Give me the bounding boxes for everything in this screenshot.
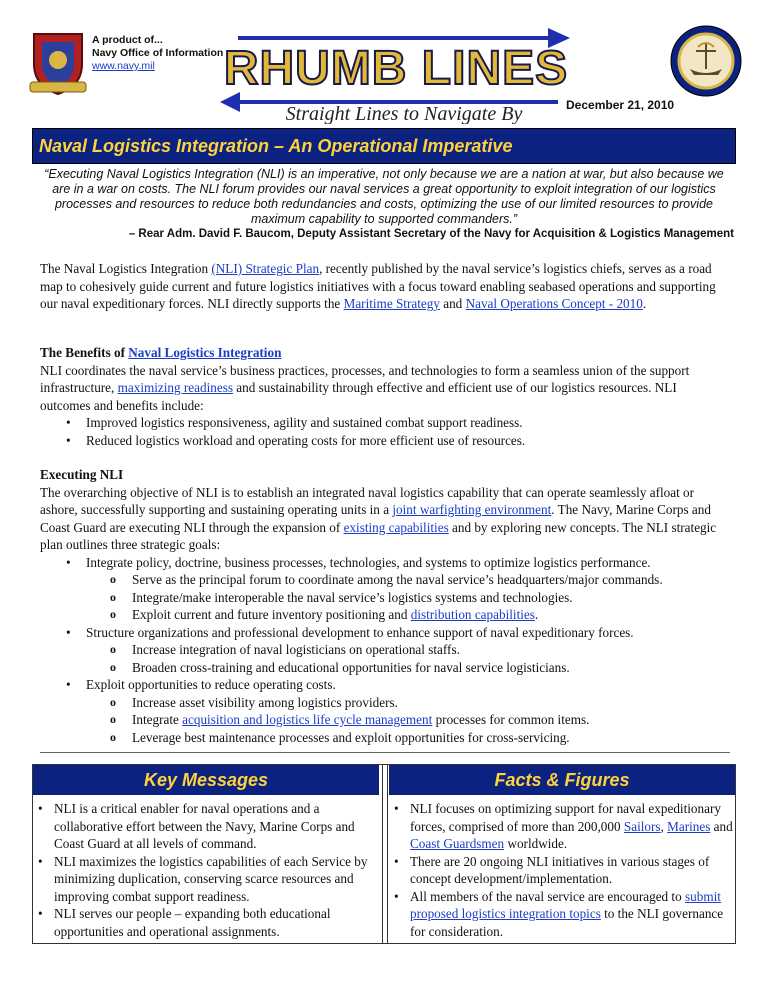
goal-3 [40, 676, 730, 694]
key-message-2 [38, 853, 378, 906]
sub-bullet: o [110, 572, 116, 586]
fact-1 [394, 800, 734, 853]
sub-bullet: o [110, 642, 116, 656]
key-messages-title: Key Messages [143, 770, 269, 790]
submit-topics-link[interactable]: submit proposed logistics integration topics [410, 888, 721, 921]
marines-link[interactable]: Marines [667, 818, 711, 834]
benefit-2-text: Reduced logistics workload and operating costs for more efficient use of resources. [86, 432, 526, 448]
goal-2-sub-1 [40, 641, 730, 659]
benefits-text-1: NLI coordinates the naval service’s business practices, processes, and technologies to form a seamless union of the support infrastructure, [40, 362, 690, 395]
operations-concept-link[interactable]: Naval Operations Concept - 2010 [465, 296, 643, 311]
goal-1-sub-3-text: Exploit current and future inventory positioning and [132, 607, 411, 622]
fact-1-sep-2: and [710, 818, 733, 834]
sailors-link[interactable]: Sailors [623, 818, 661, 834]
goal-3-text: Exploit opportunities to reduce operating costs. [86, 677, 336, 692]
goal-2-text: Structure organizations and professional development to enhance support of naval expeditionary forces. [86, 624, 634, 640]
distribution-capabilities-link[interactable]: distribution capabilities [410, 607, 535, 622]
joint-warfighting-link[interactable]: joint warfighting environment [392, 502, 552, 517]
sub-bullet: o [110, 712, 116, 726]
key-message-3-text: NLI serves our people – expanding both educational opportunities and operational assignments. [54, 906, 331, 939]
fact-3-text: All members of the naval service are encouraged to [410, 888, 685, 904]
goal-3-sub-1 [40, 694, 730, 712]
facts-header [389, 765, 735, 795]
existing-capabilities-link[interactable]: existing capabilities [343, 519, 449, 535]
navy-url-link[interactable]: www.navy.mil [92, 60, 155, 72]
benefits-paragraph [40, 362, 730, 415]
goal-3-sub-1-text: Increase asset visibility among logistics providers. [132, 694, 398, 710]
sub-bullet: o [110, 659, 116, 674]
bullet-dot: • [66, 677, 71, 692]
bullet-dot: • [394, 801, 399, 816]
key-message-3 [38, 905, 378, 940]
quote-attribution: – Rear Adm. David F. Baucom, Deputy Assistant Secretary of the Navy for Acquisition & Logistics Management [128, 228, 734, 240]
lifecycle-management-link[interactable]: acquisition and logistics life cycle management [182, 712, 433, 727]
tagline-text: Straight Lines to Navigate By [285, 103, 523, 124]
sub-bullet: o [110, 607, 116, 621]
goal-1 [40, 554, 730, 572]
bullet-dot: • [394, 888, 399, 904]
benefits-heading-text: The Benefits of [40, 345, 129, 360]
product-line1: A product of... [92, 34, 163, 46]
intro-text-4: . [642, 296, 647, 311]
benefits-section [40, 344, 730, 449]
goal-2-sub-1-text: Increase integration of naval logisticians on operational staffs. [132, 642, 460, 657]
goal-1-sub-3 [40, 606, 730, 624]
column-separator [382, 765, 388, 943]
benefit-bullet-1 [40, 414, 730, 432]
fact-1-sep-1: , [660, 818, 668, 834]
product-line2: Navy Office of Information [92, 47, 224, 59]
strategic-plan-link[interactable]: (NLI) Strategic Plan [211, 261, 320, 276]
goal-1-sub-1-text: Serve as the principal forum to coordinate among the naval service’s headquarters/major commands. [132, 572, 663, 587]
sub-bullet: o [110, 729, 116, 744]
benefits-heading [40, 344, 730, 362]
goal-3-sub-2-text: Integrate [132, 712, 183, 727]
executing-paragraph [40, 484, 730, 554]
bullet-dot: • [38, 853, 43, 869]
fact-1-end: worldwide. [504, 836, 568, 851]
goal-2-sub-2-text: Broaden cross-training and educational opportunities for naval service logisticians. [132, 659, 570, 675]
key-message-2-text: NLI maximizes the logistics capabilities of each Service by minimizing duplication, conserving scarce resources and improving combat support readiness. [54, 853, 368, 904]
intro-text-3: and [439, 296, 466, 311]
key-messages-list [38, 800, 378, 940]
bullet-dot: • [66, 415, 71, 430]
fact-1-text: NLI focuses on optimizing support for naval expeditionary forces, comprised of more than 200,000 [410, 801, 721, 834]
fact-3-end: to the NLI governance for consideration. [410, 906, 724, 939]
bullet-dot: • [38, 906, 43, 921]
goal-1-sub-1 [40, 571, 730, 589]
maritime-strategy-link[interactable]: Maritime Strategy [343, 296, 440, 311]
goal-1-sub-2 [40, 589, 730, 607]
section-divider [40, 752, 730, 753]
bullet-dot: • [394, 853, 399, 869]
executing-text-1: The overarching objective of NLI is to establish an integrated naval logistics capability that can operate seamlessly afloat or ashore, successfully supporting and sustaining operating units in a [40, 484, 695, 517]
bullet-dot: • [66, 554, 71, 570]
product-credit [92, 34, 223, 73]
benefits-text-2: and sustainability through effective and efficient use of our logistics resources. NLI outcomes and benefits include: [40, 380, 677, 413]
bullet-dot: • [38, 801, 43, 816]
marine-crest-logo [28, 30, 88, 96]
benefit-1-text: Improved logistics responsiveness, agility and sustained combat support readiness. [86, 415, 523, 430]
fact-3 [394, 888, 734, 941]
key-messages-header [33, 765, 379, 795]
goal-3-sub-3 [40, 729, 730, 747]
intro-text-1: The Naval Logistics Integration [40, 261, 212, 276]
fact-2 [394, 853, 734, 888]
goal-2 [40, 624, 730, 642]
bullet-dot: • [66, 432, 71, 448]
page-title: Naval Logistics Integration – An Operational Imperative [39, 136, 513, 156]
goal-1-sub-3-end: . [534, 607, 539, 622]
goal-1-text: Integrate policy, doctrine, business processes, technologies, and systems to optimize logistics performance. [86, 554, 651, 570]
executing-text-3: and by exploring new concepts. The NLI strategic plan outlines three strategic goals: [40, 519, 717, 552]
goal-3-sub-3-text: Leverage best maintenance processes and exploit opportunities for cross-servicing. [132, 729, 570, 745]
goal-2-sub-2 [40, 659, 730, 677]
nli-link[interactable]: Naval Logistics Integration [128, 345, 282, 360]
intro-paragraph [40, 260, 730, 313]
goal-3-sub-2-end: processes for common items. [432, 712, 590, 727]
sub-bullet: o [110, 589, 116, 604]
intro-text-2: , recently published by the naval service’s logistics chiefs, serves as a road map to cohesively guide current and future logistics initiatives with a focus toward enabling seabased operations and supporting our naval expeditionary forces. NLI directly supports the [40, 261, 716, 311]
coast-guardsmen-link[interactable]: Coast Guardsmen [410, 836, 505, 851]
goal-3-sub-2 [40, 711, 730, 729]
navy-seal-logo [670, 25, 742, 97]
executing-text-2: . The Navy, Marine Corps and Coast Guard are executing NLI through the expansion of [40, 502, 711, 535]
rhumb-lines-logo [218, 24, 578, 124]
key-message-1 [38, 800, 378, 853]
bullet-dot: • [66, 624, 71, 640]
key-message-1-text: NLI is a critical enabler for naval operations and a collaborative effort between the Navy, Marine Corps and Coast Guard at all levels of command. [54, 801, 355, 851]
executing-section [40, 466, 730, 746]
logo-text: RHUMB LINES [223, 42, 569, 95]
fact-2-text: There are 20 ongoing NLI initiatives in various stages of concept development/implementation. [410, 853, 710, 886]
maximizing-readiness-link[interactable]: maximizing readiness [117, 380, 233, 395]
facts-list [394, 800, 734, 940]
title-bar [32, 128, 736, 164]
facts-title: Facts & Figures [494, 770, 630, 790]
benefit-bullet-2 [40, 432, 730, 450]
executing-heading: Executing NLI [40, 467, 124, 482]
goal-1-sub-2-text: Integrate/make interoperable the naval service’s logistics systems and technologies. [132, 589, 573, 605]
quote-text: “Executing Naval Logistics Integration (NLI) is an imperative, not only because we are a nation at war, but also because we are in a war on costs. The NLI forum provides our naval services a great opportunity to exploit integration of our logistics processes and resources to reduce both redundancies and costs, optimizing the use of our limited resources to provide maximum capability to supported commanders.” [44, 167, 724, 226]
issue-date: December 21, 2010 [566, 98, 675, 112]
sub-bullet: o [110, 694, 116, 709]
